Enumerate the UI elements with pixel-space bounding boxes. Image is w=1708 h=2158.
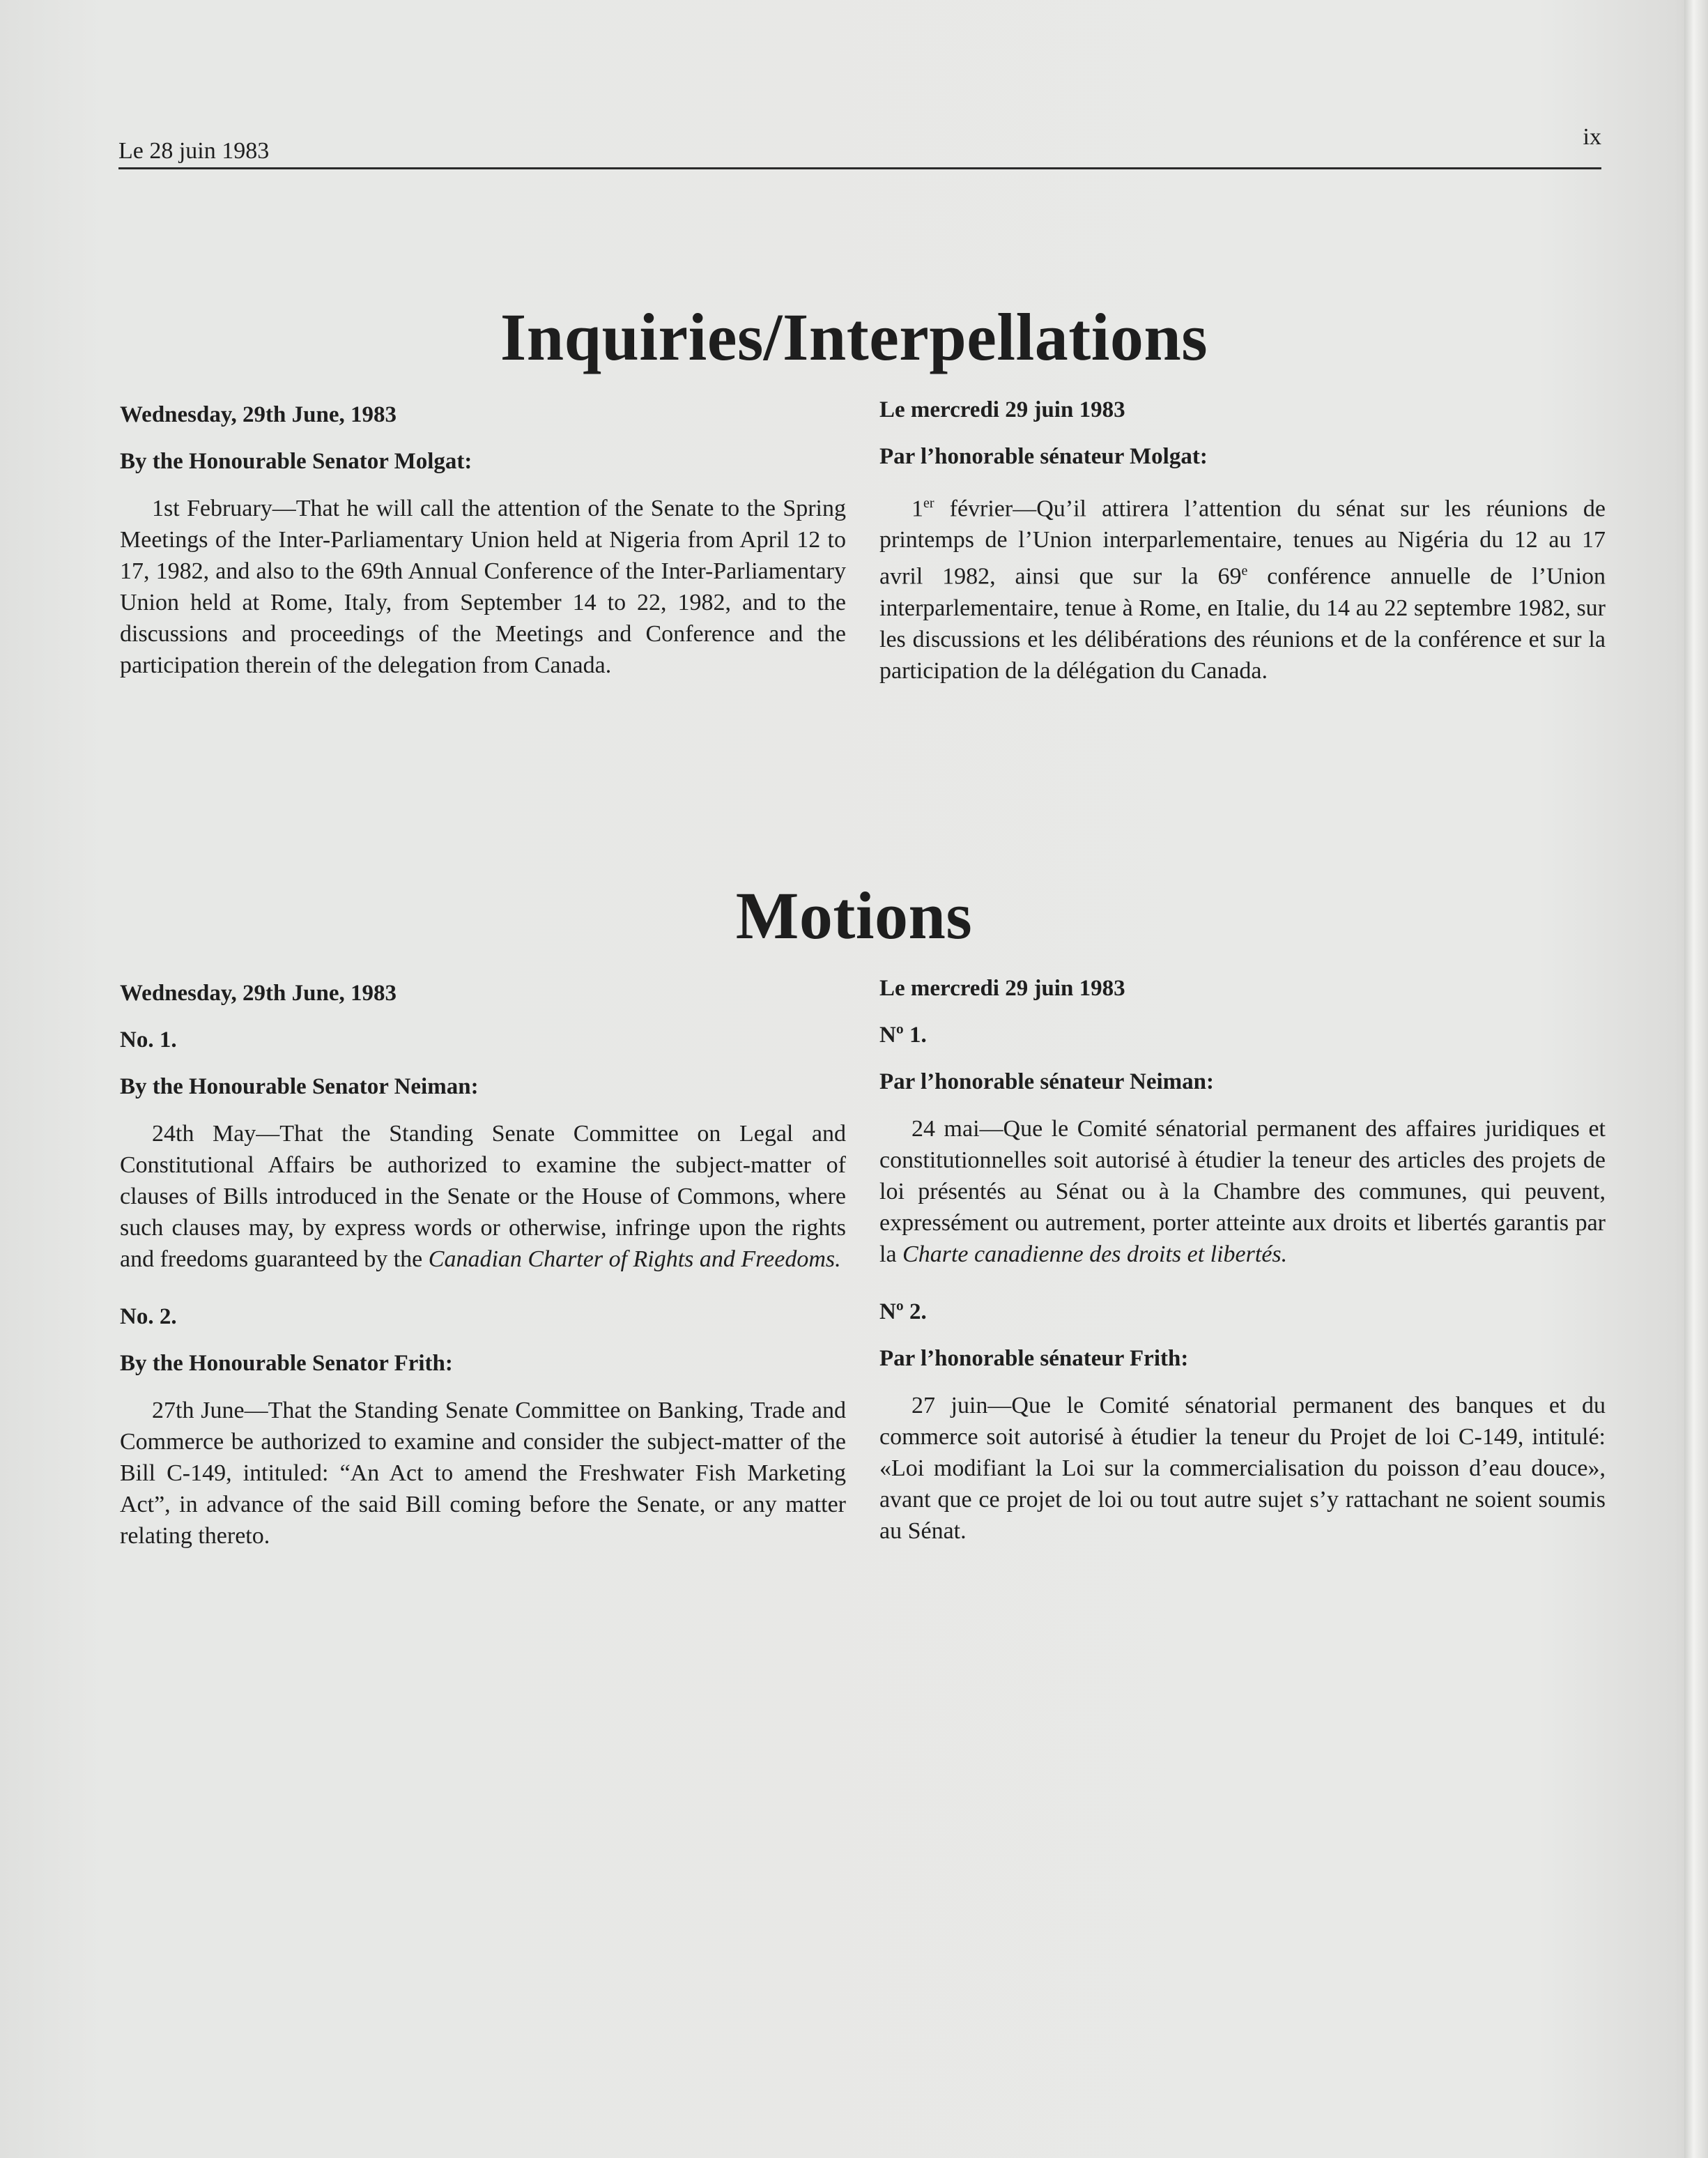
motions-fr-date: Le mercredi 29 juin 1983	[879, 976, 1125, 1001]
inquiries-fr-sup: er	[923, 496, 934, 511]
motion-fr-item	[879, 1296, 1606, 1547]
motion-en-number: No. 2.	[120, 1304, 177, 1329]
page-number: ix	[1583, 124, 1601, 150]
inquiries-en-column	[120, 399, 846, 681]
inquiries-fr-date: Le mercredi 29 juin 1983	[879, 397, 1125, 422]
motion-fr-sponsor: Par l’honorable sénateur Frith:	[879, 1346, 1189, 1371]
motion-en-item	[120, 1301, 846, 1552]
motion-fr-number: Nº 1.	[879, 1023, 927, 1048]
spacer	[879, 1270, 1606, 1296]
motion-fr-number: Nº 2.	[879, 1299, 927, 1324]
motion-en-item	[120, 1025, 846, 1275]
motion-fr-text-body: 24 mai—Que le Comité sénatorial permanent des affaires juridiques et constitutionnelles soit autorisé à étudier la teneur des articles des projets de loi présentés au Sénat ou à la Chambre des communes, qui peuvent, expressément ou autrement, porter atteinte aux droits et libertés garantis par la	[879, 1116, 1606, 1267]
motions-en-column	[120, 978, 846, 1552]
motion-en-text: 27th June—That the Standing Senate Committee on Banking, Trade and Commerce be authorized to examine and consider the subject-matter of the Bill C-149, intituled: “An Act to amend the Freshwater Fish Marketing Act”, in advance of the said Bill coming before the Senate, or any matter relating thereto.	[120, 1398, 846, 1549]
motion-fr-sponsor: Par l’honorable sénateur Neiman:	[879, 1069, 1214, 1094]
running-header	[118, 124, 1601, 169]
motion-en-number: No. 1.	[120, 1027, 177, 1053]
motions-fr-column	[879, 973, 1606, 1547]
motion-en-sponsor: By the Honourable Senator Neiman:	[120, 1074, 479, 1099]
inquiries-en-date: Wednesday, 29th June, 1983	[120, 402, 397, 427]
inquiries-fr-sponsor: Par l’honorable sénateur Molgat:	[879, 444, 1208, 469]
header-date: Le 28 juin 1983	[118, 138, 270, 164]
motion-en-text-italic: Canadian Charter of Rights and Freedoms.	[428, 1246, 841, 1272]
inquiries-title: Inquiries/Interpellations	[500, 300, 1208, 374]
motion-en-sponsor: By the Honourable Senator Frith:	[120, 1351, 453, 1376]
motions-title: Motions	[735, 878, 973, 953]
motion-en-text-body: 24th May—That the Standing Senate Committee on Legal and Constitutional Affairs be authorized to examine the subject-matter of clauses of Bills introduced in the Senate or the House of Commons, where such clauses may, by express words or otherwise, infringe upon the rights and freedoms guaranteed by the	[120, 1121, 846, 1272]
inquiries-en-sponsor: By the Honourable Senator Molgat:	[120, 449, 472, 474]
inquiries-fr-text-pre: 1	[911, 496, 923, 522]
motion-en-text	[120, 1118, 846, 1275]
motion-fr-text: 27 juin—Que le Comité sénatorial permanent des banques et du commerce soit autorisé à étudier la teneur du Projet de loi C-149, intitulé: «Loi modifiant la Loi sur la commercialisation du poisson d’eau douce», avant que ce projet de loi ou tout autre sujet s’y rattachant ne soient soumis au Sénat.	[879, 1393, 1606, 1544]
inquiries-fr-text	[879, 488, 1606, 687]
inquiries-fr-sup2: e	[1241, 563, 1248, 579]
motions-en-date: Wednesday, 29th June, 1983	[120, 981, 397, 1006]
inquiries-fr-text-mid: février—Qu’il attirera l’attention du sénat sur les réunions de printemps de l’Union interparlementaire, tenues au Nigéria du 12 au 17 avril 1982, ainsi que sur la 69	[879, 496, 1606, 590]
motion-fr-text	[879, 1113, 1606, 1270]
motion-fr-text-italic: Charte canadienne des droits et libertés.	[902, 1241, 1288, 1267]
spacer	[120, 1275, 846, 1301]
inquiries-en-text: 1st February—That he will call the attention of the Senate to the Spring Meetings of the Inter-Parliamentary Union held at Nigeria from April 12 to 17, 1982, and also to the 69th Annual Conference of the Inter-Parliamentary Union held at Rome, Italy, from September 14 to 22, 1982, and to the discussions and proceedings of the Meetings and Conference and the participation therein of the delegation from Canada.	[120, 496, 846, 678]
inquiries-fr-column	[879, 395, 1606, 687]
inquiries-fr-text-post: conférence annuelle de l’Union interparlementaire, tenue à Rome, en Italie, du 14 au 22 septembre 1982, sur les discussions et les délibérations des réunions et de la conférence et sur la participation de la délégation du Canada.	[879, 563, 1606, 684]
motion-fr-item	[879, 1020, 1606, 1270]
